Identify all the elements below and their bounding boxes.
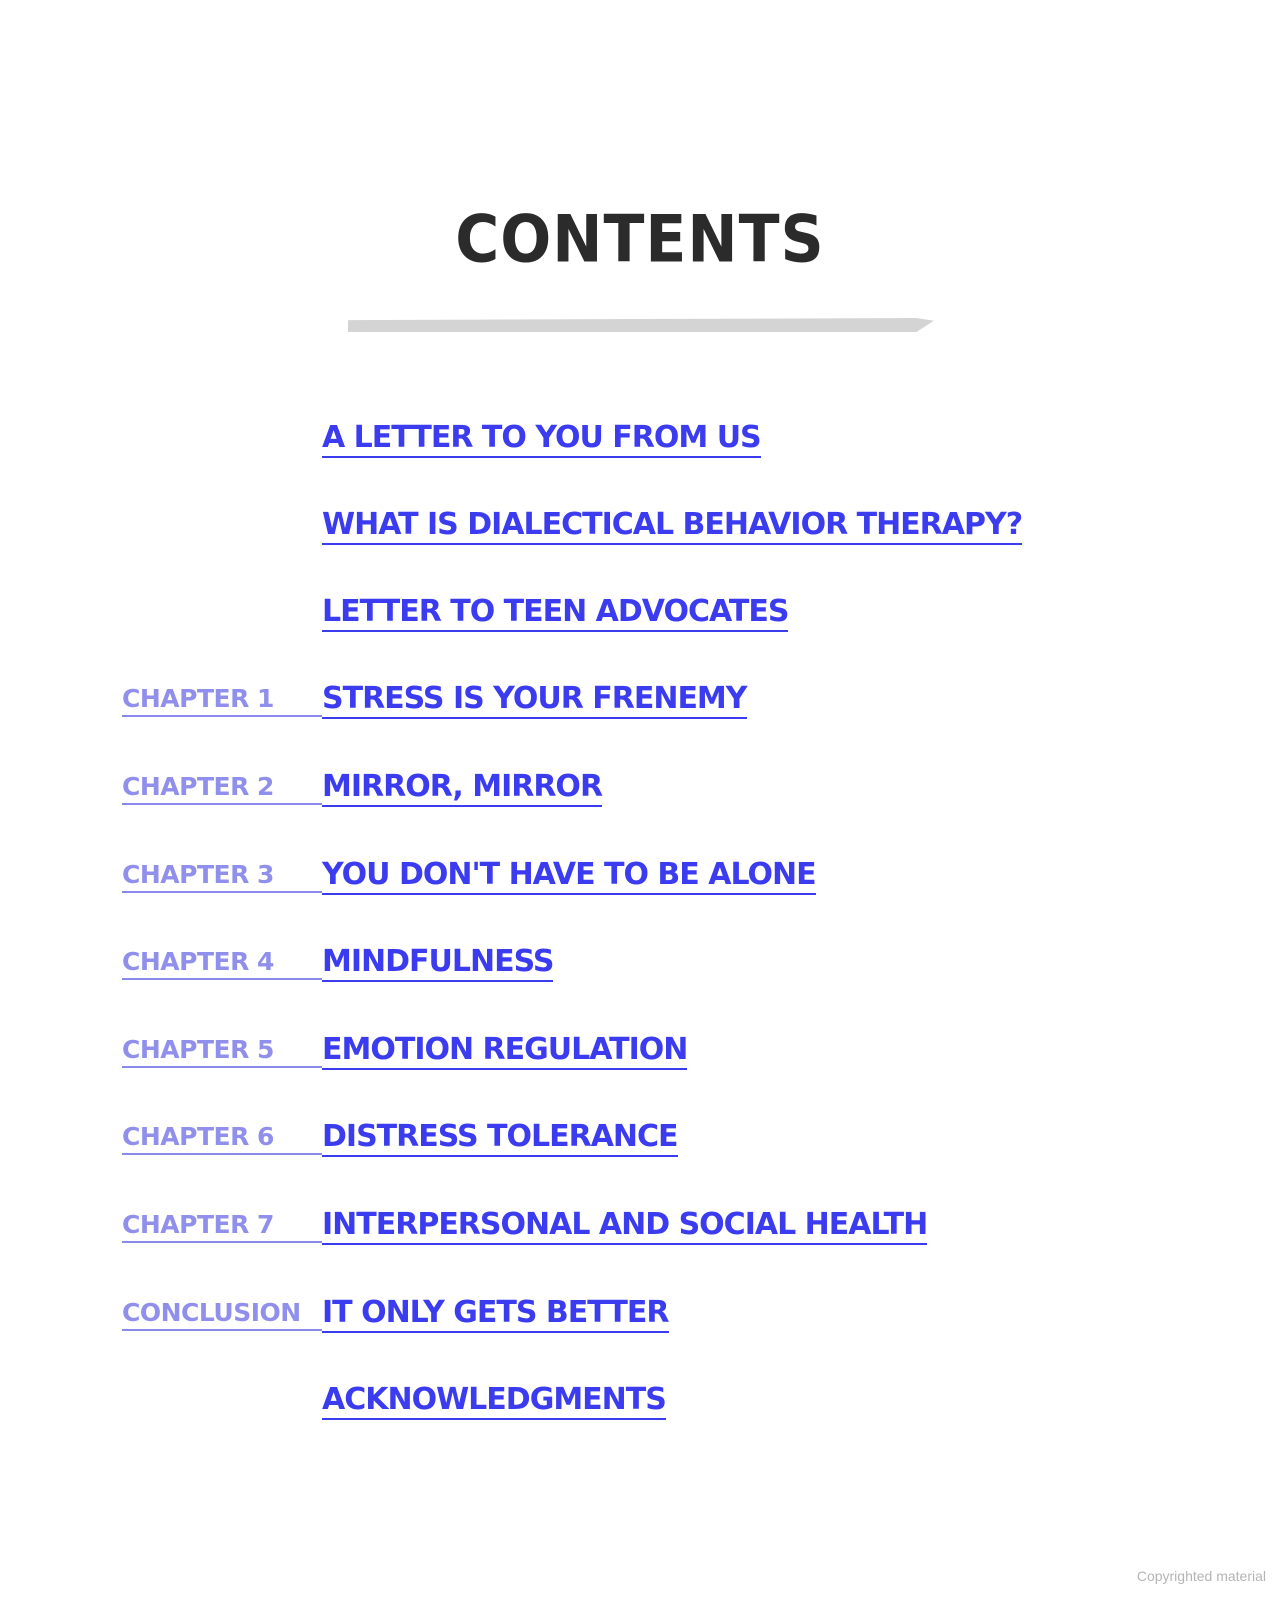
toc-entry-chapter-7[interactable] <box>122 1205 927 1245</box>
toc-entry-label: CHAPTER 6 <box>122 1121 322 1155</box>
toc-entry-chapter-3[interactable] <box>122 855 816 895</box>
toc-entry-title[interactable]: DISTRESS TOLERANCE <box>322 1119 678 1157</box>
toc-entry-acknowledgments[interactable] <box>122 1380 666 1420</box>
toc-entry-title[interactable]: IT ONLY GETS BETTER <box>322 1295 669 1333</box>
toc-entry-conclusion[interactable] <box>122 1293 669 1333</box>
toc-entry-title[interactable]: LETTER TO TEEN ADVOCATES <box>322 594 788 632</box>
toc-entry-title[interactable]: A LETTER TO YOU FROM US <box>322 420 761 458</box>
toc-entry-title[interactable]: YOU DON'T HAVE TO BE ALONE <box>322 857 816 895</box>
toc-entry-label: CHAPTER 2 <box>122 771 322 805</box>
toc-entry-title[interactable]: MINDFULNESS <box>322 944 553 982</box>
toc-entry-chapter-2[interactable] <box>122 767 602 807</box>
toc-entry-chapter-1[interactable] <box>122 679 747 719</box>
toc-entry-label: CHAPTER 4 <box>122 946 322 980</box>
toc-entry-title[interactable]: WHAT IS DIALECTICAL BEHAVIOR THERAPY? <box>322 507 1022 545</box>
toc-entry-letter-to-you[interactable] <box>122 418 761 458</box>
toc-entry-chapter-5[interactable] <box>122 1030 687 1070</box>
page-title: CONTENTS <box>455 202 825 278</box>
toc-entry-chapter-6[interactable] <box>122 1117 678 1157</box>
toc-entry-title[interactable]: STRESS IS YOUR FRENEMY <box>322 681 747 719</box>
toc-entry-title[interactable]: MIRROR, MIRROR <box>322 769 602 807</box>
copyright-notice: Copyrighted material <box>1136 1568 1266 1584</box>
toc-entry-chapter-4[interactable] <box>122 942 553 982</box>
toc-entry-label: CHAPTER 7 <box>122 1209 322 1243</box>
toc-entry-title[interactable]: ACKNOWLEDGMENTS <box>322 1382 666 1420</box>
toc-entry-what-is-dbt[interactable] <box>122 505 1022 545</box>
toc-entry-label: CONCLUSION <box>122 1297 322 1331</box>
toc-entry-label: CHAPTER 3 <box>122 859 322 893</box>
toc-entry-label: CHAPTER 5 <box>122 1034 322 1068</box>
toc-entry-teen-advocates[interactable] <box>122 592 788 632</box>
toc-entry-title[interactable]: INTERPERSONAL AND SOCIAL HEALTH <box>322 1207 927 1245</box>
toc-entry-label: CHAPTER 1 <box>122 683 322 717</box>
toc-entry-title[interactable]: EMOTION REGULATION <box>322 1032 687 1070</box>
